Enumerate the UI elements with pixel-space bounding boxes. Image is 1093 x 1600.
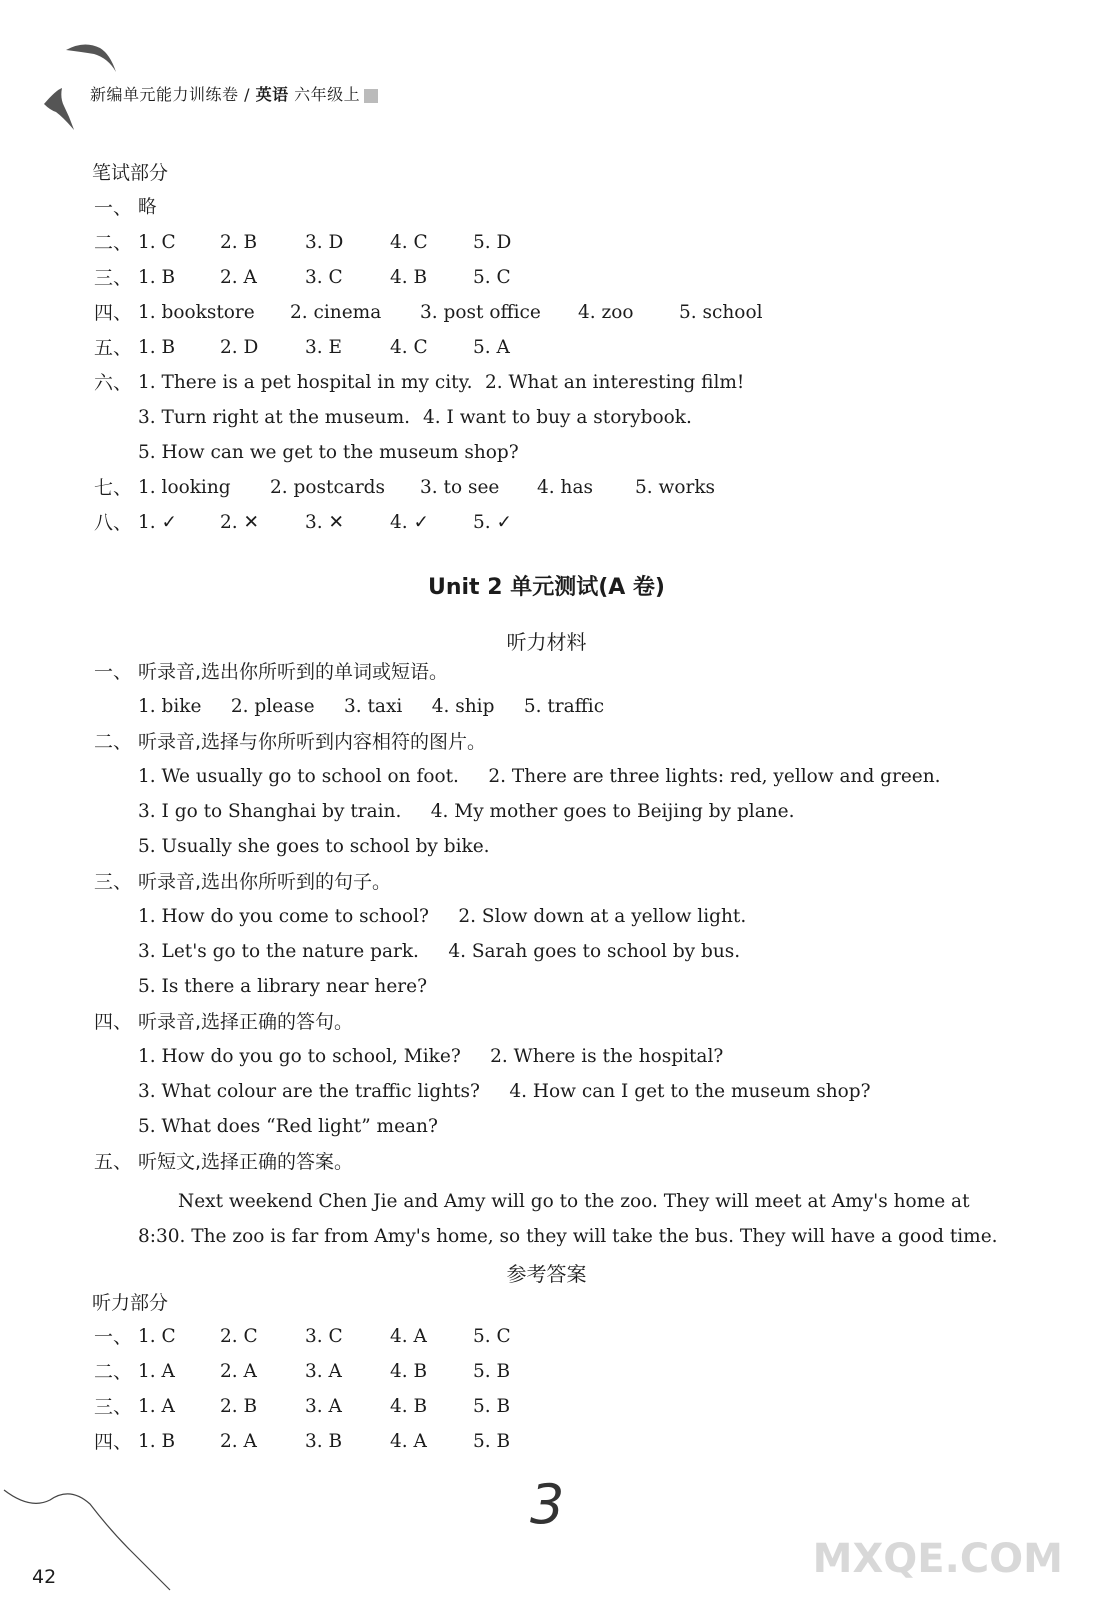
listening-line: 5. What does “Red light” mean? [138, 1116, 438, 1137]
answer-item: 1. There is a pet hospital in my city. [138, 372, 473, 393]
answer-item: 1. B [138, 267, 176, 288]
answer-item: 4. ✓ [390, 512, 430, 533]
answer-item: 2. A [220, 1361, 257, 1382]
answer-item: 3. to see [420, 477, 500, 498]
unit-title: Unit 2 单元测试(A 卷) [427, 575, 665, 600]
answer-item: 3. B [305, 1431, 343, 1452]
answer-item: 4. has [537, 477, 593, 498]
passage: Next weekend Chen Jie and Amy will go to the zoo. They will meet at Amy's home at 8:30. The zoo is far from Amy's home, so they will take the bus. They will have a good time. [138, 1191, 998, 1247]
question-number: 三、 [94, 267, 133, 289]
page-header [90, 82, 378, 105]
answer-item: 3. C [305, 1326, 343, 1347]
answer-item: 4. A [390, 1431, 427, 1452]
decorative-curve [0, 1470, 200, 1600]
listening-line: 1. How do you come to school? 2. Slow down at a yellow light. [138, 906, 747, 927]
answer-item: 2. cinema [290, 302, 382, 323]
answer-item: 4. C [390, 337, 428, 358]
listening-line: 1. We usually go to school on foot. 2. There are three lights: red, yellow and green. [138, 766, 941, 787]
answer-item: 1. bookstore [138, 302, 255, 323]
answer-item: 1. A [138, 1396, 175, 1417]
answer-item: 4. zoo [578, 302, 634, 323]
header-series: 新编单元能力训练卷 / [90, 85, 256, 104]
answer-item: 3. D [305, 232, 344, 253]
answer-item: 4. I want to buy a storybook. [423, 407, 692, 428]
answer-item: 2. D [220, 337, 259, 358]
answer-item: 5. How can we get to the museum shop? [138, 442, 519, 463]
question-instruction: 听录音,选出你所听到的单词或短语。 [138, 661, 449, 683]
bird-icon [64, 38, 124, 78]
header-subject: 英语 [255, 85, 289, 104]
answer-item: 3. Turn right at the museum. [138, 407, 411, 428]
question-instruction: 听录音,选出你所听到的句子。 [138, 871, 392, 893]
answer-item: 2. postcards [270, 477, 386, 498]
question-number: 三、 [94, 1396, 133, 1418]
answer-item: 5. B [473, 1431, 511, 1452]
answer-item: 2. B [220, 232, 258, 253]
question-number: 四、 [94, 1011, 133, 1033]
question-number: 四、 [94, 302, 133, 324]
header-square-icon [364, 89, 378, 103]
answer-item: 5. C [473, 1326, 511, 1347]
answer-item: 2. A [220, 1431, 257, 1452]
question-instruction: 听短文,选择正确的答案。 [138, 1151, 354, 1173]
answer-item: 5. school [679, 302, 763, 323]
answer-item: 1. B [138, 1431, 176, 1452]
question-number: 五、 [94, 1151, 133, 1173]
answer-item: 5. C [473, 267, 511, 288]
question-number: 六、 [94, 372, 133, 394]
section-heading-written: 笔试部分 [92, 162, 169, 184]
answer-item: 3. A [305, 1396, 342, 1417]
listening-line: 3. I go to Shanghai by train. 4. My mother goes to Beijing by plane. [138, 801, 795, 822]
answer-item: 1. A [138, 1361, 175, 1382]
answer-item: 4. B [390, 267, 428, 288]
answer-item: 1. C [138, 232, 176, 253]
answer-item: 4. B [390, 1396, 428, 1417]
question-number: 一、 [94, 1326, 133, 1348]
answer-item: 略 [138, 197, 157, 218]
answer-item: 2. B [220, 1396, 258, 1417]
header-grade: 六年级上 [288, 85, 361, 104]
answer-item: 3. C [305, 267, 343, 288]
answer-item: 5. B [473, 1361, 511, 1382]
watermark: MXQE.COM [812, 1536, 1063, 1582]
listening-line: 3. Let's go to the nature park. 4. Sarah goes to school by bus. [138, 941, 741, 962]
question-number: 一、 [94, 197, 133, 219]
answer-item: 1. B [138, 337, 176, 358]
answer-item: 1. C [138, 1326, 176, 1347]
question-number: 一、 [94, 661, 133, 683]
section-heading-listening: 听力部分 [92, 1292, 169, 1314]
answer-item: 2. What an interesting film! [485, 372, 745, 393]
answer-item: 2. A [220, 267, 257, 288]
question-number: 五、 [94, 337, 133, 359]
answer-item: 1. ✓ [138, 512, 178, 533]
answer-item: 4. A [390, 1326, 427, 1347]
question-number: 七、 [94, 477, 133, 499]
question-number: 二、 [94, 731, 133, 753]
page-number: 42 [32, 1566, 57, 1588]
listening-line: 3. What colour are the traffic lights? 4. How can I get to the museum shop? [138, 1081, 871, 1102]
answer-item: 5. works [635, 477, 716, 498]
answer-item: 3. ✕ [305, 512, 345, 533]
answer-item: 5. ✓ [473, 512, 513, 533]
listening-line: 5. Usually she goes to school by bike. [138, 836, 490, 857]
listening-line: 1. How do you go to school, Mike? 2. Where is the hospital? [138, 1046, 724, 1067]
answer-item: 2. ✕ [220, 512, 260, 533]
listening-material-title: 听力材料 [506, 630, 587, 654]
answer-item: 2. C [220, 1326, 258, 1347]
question-number: 四、 [94, 1431, 133, 1453]
answers-title: 参考答案 [506, 1262, 587, 1286]
answer-item: 5. A [473, 337, 510, 358]
question-instruction: 听录音,选择正确的答句。 [138, 1011, 354, 1033]
answer-item: 4. C [390, 232, 428, 253]
answer-item: 1. looking [138, 477, 231, 498]
answer-item: 4. B [390, 1361, 428, 1382]
handwritten-mark: 3 [530, 1473, 565, 1536]
answer-item: 3. post office [420, 302, 541, 323]
bird-icon [40, 84, 80, 134]
answer-item: 5. D [473, 232, 512, 253]
question-number: 二、 [94, 232, 133, 254]
question-instruction: 听录音,选择与你所听到内容相符的图片。 [138, 731, 487, 753]
question-number: 二、 [94, 1361, 133, 1383]
question-number: 三、 [94, 871, 133, 893]
answer-item: 3. E [305, 337, 343, 358]
answer-item: 5. B [473, 1396, 511, 1417]
listening-line: 5. Is there a library near here? [138, 976, 428, 997]
question-number: 八、 [94, 512, 133, 534]
answer-item: 3. A [305, 1361, 342, 1382]
listening-line: 1. bike 2. please 3. taxi 4. ship 5. traffic [138, 696, 605, 717]
